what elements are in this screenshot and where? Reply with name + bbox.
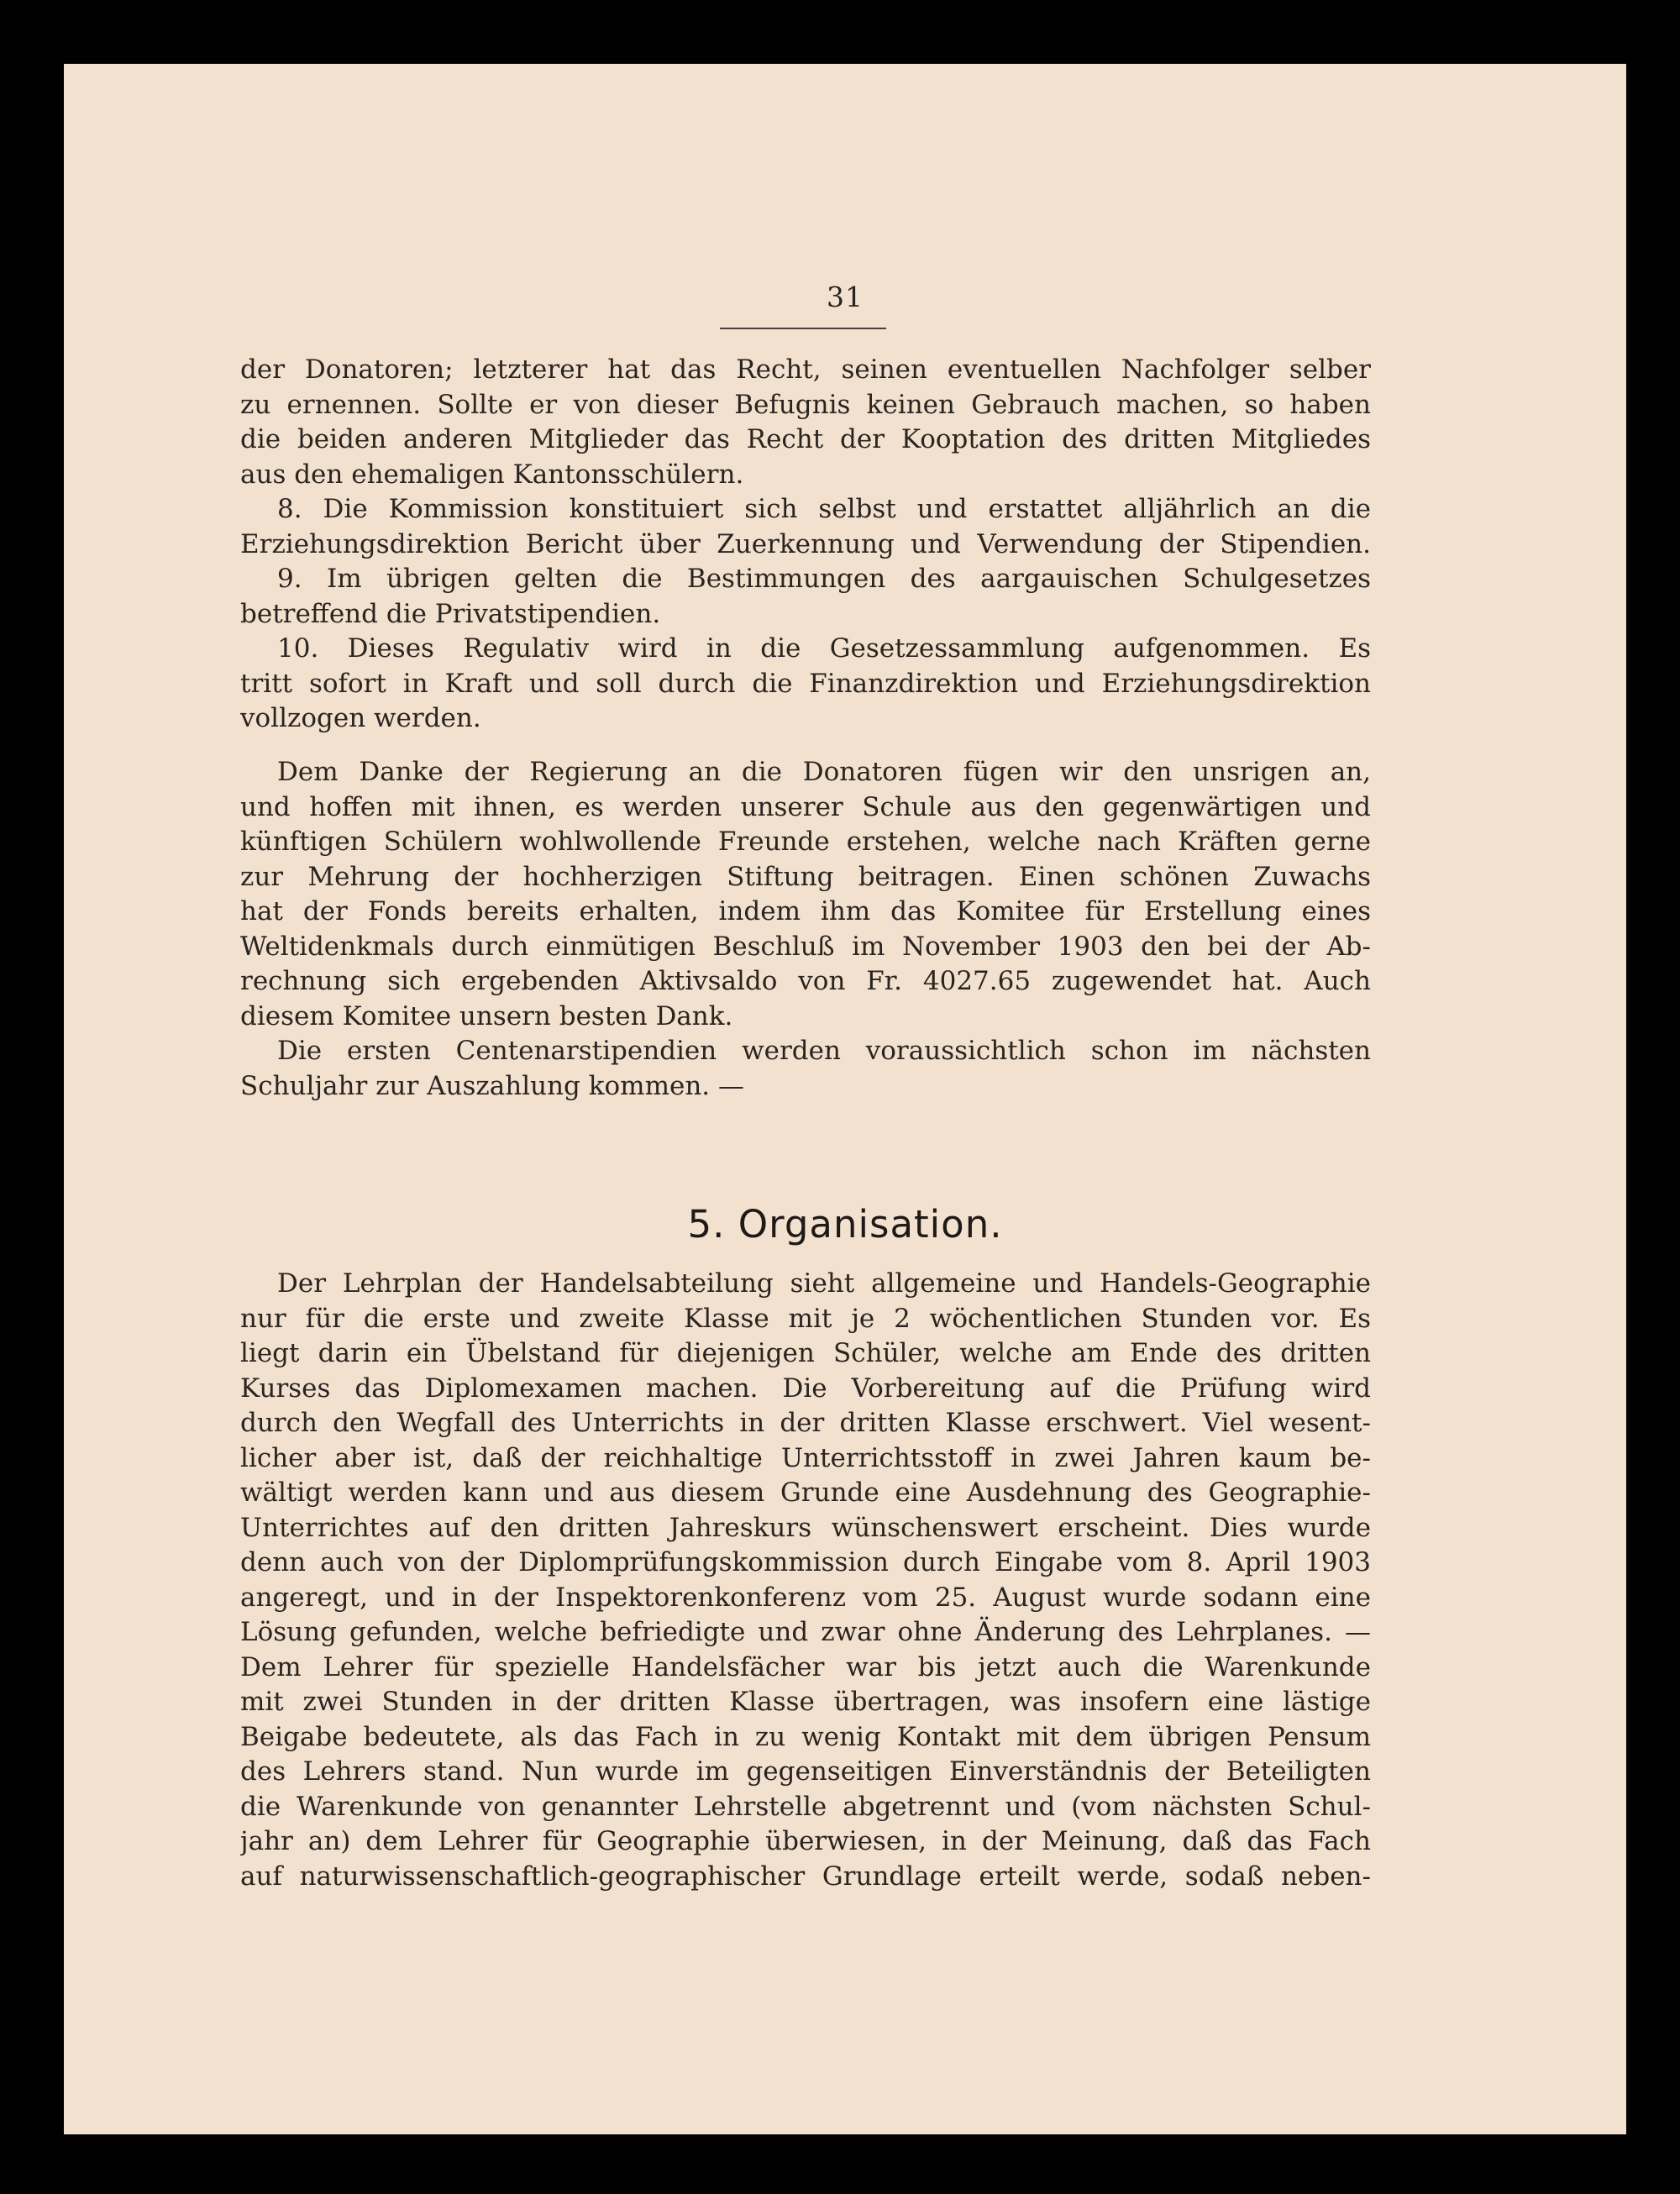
text-line: Lösung gefunden, welche befriedigte und zwar ohne Änderung des Lehrplanes. — [240,1617,1371,1647]
text-line: tritt sofort in Kraft und soll durch die Finanzdirektion und Erziehungsdirektion [240,668,1371,699]
text-line: Dem Lehrer für spezielle Handelsfächer war bis jetzt auch die Warenkunde [240,1651,1371,1682]
text-line: Unterrichtes auf den dritten Jahreskurs wünschenswert erscheint. Dies wurde [240,1512,1371,1543]
regulation-block [240,353,1371,737]
text-line: durch den Wegfall des Unterrichts in der dritten Klasse erschwert. Viel wesent- [240,1408,1371,1438]
thanks-paragraph [240,755,1371,1104]
text-line: liegt darin ein Übelstand für diejenigen Schüler, welche am Ende des dritten [240,1338,1371,1368]
text-line: zu ernennen. Sollte er von dieser Befugnis keinen Gebrauch machen, so haben [240,389,1371,420]
text-line: licher aber ist, daß der reichhaltige Unterrichtsstoff in zwei Jahren kaum be- [240,1442,1371,1473]
text-line: 10. Dieses Regulativ wird in die Gesetzessammlung aufgenommen. Es [277,633,1371,664]
text-line: die Warenkunde von genannter Lehrstelle abgetrennt und (vom nächsten Schul- [240,1791,1371,1822]
section-heading: 5. Organisation. [687,1202,1003,1247]
text-line: und hoffen mit ihnen, es werden unserer Schule aus den gegenwärtigen und [240,791,1371,822]
page-number-rule [720,328,886,329]
text-line: rechnung sich ergebenden Aktivsaldo von Fr. 4027.65 zugewendet hat. Auch [240,966,1371,996]
text-line: der Donatoren; letzterer hat das Recht, seinen eventuellen Nachfolger selber [240,354,1371,385]
text-line: angeregt, und in der Inspektorenkonferenz vom 25. August wurde sodann eine [240,1582,1371,1613]
text-line: Kurses das Diplomexamen machen. Die Vorbereitung auf die Prüfung wird [240,1373,1371,1404]
text-line: denn auch von der Diplomprüfungskommission durch Eingabe vom 8. April 1903 [240,1547,1371,1577]
text-line: nur für die erste und zweite Klasse mit je 2 wöchentlichen Stunden vor. Es [240,1303,1371,1334]
page-number: 31 [827,281,864,313]
text-line: Weltidenkmals durch einmütigen Beschluß im November 1903 den bei der Ab- [240,931,1371,962]
text-line: Die ersten Centenarstipendien werden voraussichtlich schon im nächsten [277,1036,1371,1066]
text-line: jahr an) dem Lehrer für Geographie überwiesen, in der Meinung, daß das Fach [240,1826,1371,1856]
text-line: mit zwei Stunden in der dritten Klasse übertragen, was insofern eine lästige [240,1687,1371,1717]
text-line: Beigabe bedeutete, als das Fach in zu wenig Kontakt mit dem übrigen Pensum [240,1721,1371,1752]
text-line: des Lehrers stand. Nun wurde im gegenseitigen Einverständnis der Beteiligten [240,1756,1371,1787]
organisation-paragraph [240,1267,1371,1894]
text-line: die beiden anderen Mitglieder das Recht der Kooptation des dritten Mitgliedes [240,424,1371,454]
text-line: 8. Die Kommission konstituiert sich selbst und erstattet alljährlich an die [277,494,1371,524]
text-line: 9. Im übrigen gelten die Bestimmungen des aargauischen Schulgesetzes [277,564,1371,594]
text-line: Erziehungsdirektion Bericht über Zuerkennung und Verwendung der Stipendien. [240,528,1371,559]
text-line: betreffend die Privatstipendien. [240,598,661,629]
text-line: hat der Fonds bereits erhalten, indem ihm das Komitee für Erstellung eines [240,896,1371,926]
text-line: Der Lehrplan der Handelsabteilung sieht allgemeine und Handels-Geographie [277,1268,1371,1299]
text-line: wältigt werden kann und aus diesem Grunde eine Ausdehnung des Geographie- [240,1478,1371,1508]
text-line: Dem Danke der Regierung an die Donatoren fügen wir den unsrigen an, [277,757,1371,787]
text-line: diesem Komitee unsern besten Dank. [240,1000,733,1031]
text-line: aus den ehemaligen Kantonsschülern. [240,459,744,490]
text-line: künftigen Schülern wohlwollende Freunde erstehen, welche nach Kräften gerne [240,827,1371,857]
scanned-page [64,64,1626,2134]
text-line: auf naturwissenschaftlich-geographischer Grundlage erteilt werde, sodaß neben- [240,1861,1371,1892]
text-line: vollzogen werden. [240,703,481,733]
text-line: Schuljahr zur Auszahlung kommen. — [240,1070,744,1101]
text-line: zur Mehrung der hochherzigen Stiftung beitragen. Einen schönen Zuwachs [240,861,1371,892]
